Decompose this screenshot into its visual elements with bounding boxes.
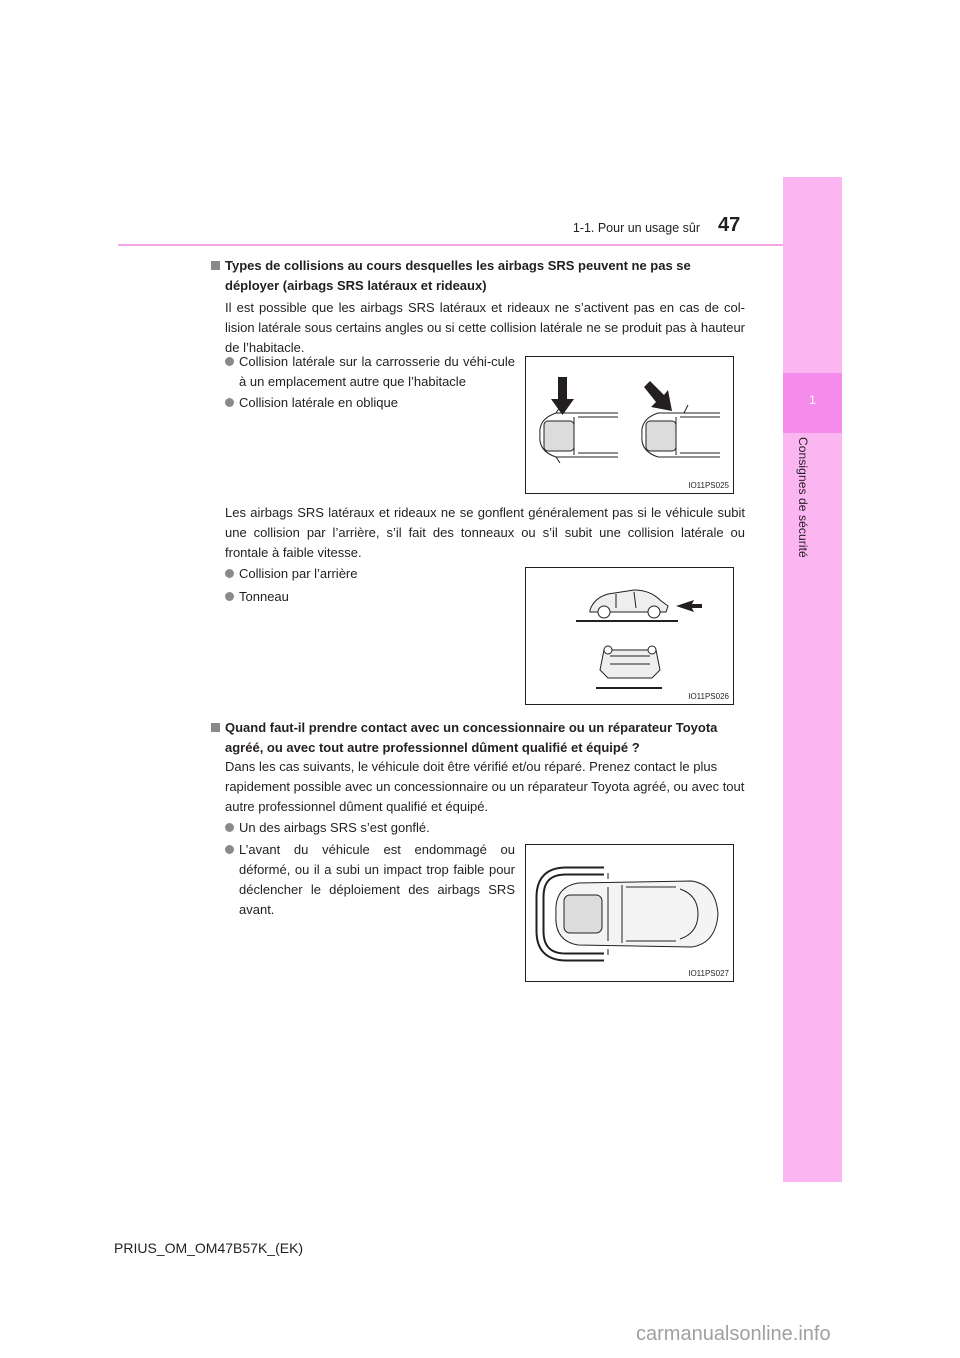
bullet-text: L’avant du véhicule est endommagé ou déformé, ou il a subi un impact trop faible pour déclencher le déploiement des airbags SRS avant. bbox=[239, 842, 515, 917]
bullet-text: Un des airbags SRS s’est gonflé. bbox=[239, 820, 430, 835]
front-damage-illustration bbox=[526, 845, 733, 981]
heading-line-2: agréé, ou avec tout autre professionnel dûment qualifié et équipé ? bbox=[225, 740, 640, 755]
bullet-text: Collision par l’arrière bbox=[239, 566, 358, 581]
chapter-title: Consignes de sécurité bbox=[796, 437, 810, 558]
heading-line-1: Types de collisions au cours desquelles les airbags SRS peuvent ne pas se bbox=[225, 258, 691, 273]
page-number: 47 bbox=[718, 214, 741, 236]
section-heading-when-to-contact bbox=[211, 718, 747, 758]
round-bullet-icon bbox=[225, 398, 234, 407]
round-bullet-icon bbox=[225, 592, 234, 601]
document-id: PRIUS_OM_OM47B57K_(EK) bbox=[114, 1240, 304, 1256]
arrow-diagonal-icon bbox=[644, 381, 672, 411]
figure-side-collision bbox=[525, 356, 734, 494]
header-divider bbox=[118, 244, 783, 246]
heading-line-1: Quand faut-il prendre contact avec un concessionnaire ou un réparateur Toyota bbox=[225, 720, 718, 735]
paragraph-no-inflation: Les airbags SRS latéraux et rideaux ne se gonflent généralement pas si le véhicule subit une collision par l’arrière, s’il fait des tonneaux ou s’il subit une collision latérale ou frontale à faible vitesse. bbox=[225, 505, 745, 560]
chapter-side-tab bbox=[783, 177, 842, 1182]
square-bullet-icon bbox=[211, 261, 220, 270]
section-heading-collision-types bbox=[211, 256, 747, 296]
list-item bbox=[225, 393, 515, 413]
watermark: carmanualsonline.info bbox=[636, 1323, 831, 1345]
bullet-text: Tonneau bbox=[239, 589, 289, 604]
figure-code: IO11PS026 bbox=[688, 692, 729, 701]
bullet-text: Collision latérale sur la carrosserie du véhi-cule à un emplacement autre que l’habitacle bbox=[239, 354, 515, 389]
figure-front-damage bbox=[525, 844, 734, 982]
intro-paragraph: Il est possible que les airbags SRS latéraux et rideaux ne s’activent pas en cas de col-lision latérale sous certains angles ou si cette collision latérale ne se produit pas à hauteur de l’habitacle. bbox=[225, 300, 745, 355]
round-bullet-icon bbox=[225, 845, 234, 854]
round-bullet-icon bbox=[225, 357, 234, 366]
figure-code: IO11PS025 bbox=[688, 481, 729, 490]
section-title: 1-1. Pour un usage sûr bbox=[572, 221, 700, 235]
arrow-down-icon bbox=[551, 377, 574, 415]
square-bullet-icon bbox=[211, 723, 220, 732]
bullet-text: Collision latérale en oblique bbox=[239, 395, 398, 410]
figure-rear-collision-rollover bbox=[525, 567, 734, 705]
list-item bbox=[225, 352, 515, 392]
chapter-number: 1 bbox=[809, 393, 816, 407]
round-bullet-icon bbox=[225, 569, 234, 578]
list-item bbox=[225, 840, 515, 920]
list-item bbox=[225, 564, 515, 584]
figure-code: IO11PS027 bbox=[688, 969, 729, 978]
list-item bbox=[225, 818, 515, 838]
heading-line-2: déployer (airbags SRS latéraux et rideaux) bbox=[225, 278, 487, 293]
arrow-left-icon bbox=[676, 600, 702, 612]
intro-paragraph: Dans les cas suivants, le véhicule doit être vérifié et/ou réparé. Prenez contact le plus rapidement possible avec un concessionnaire ou un réparateur Toyota agréé, ou avec tout autre professionnel dûment qualifié et équipé. bbox=[225, 759, 745, 814]
rear-collision-rollover-illustration bbox=[526, 568, 733, 704]
list-item bbox=[225, 587, 515, 607]
round-bullet-icon bbox=[225, 823, 234, 832]
side-collision-illustration bbox=[526, 357, 733, 493]
